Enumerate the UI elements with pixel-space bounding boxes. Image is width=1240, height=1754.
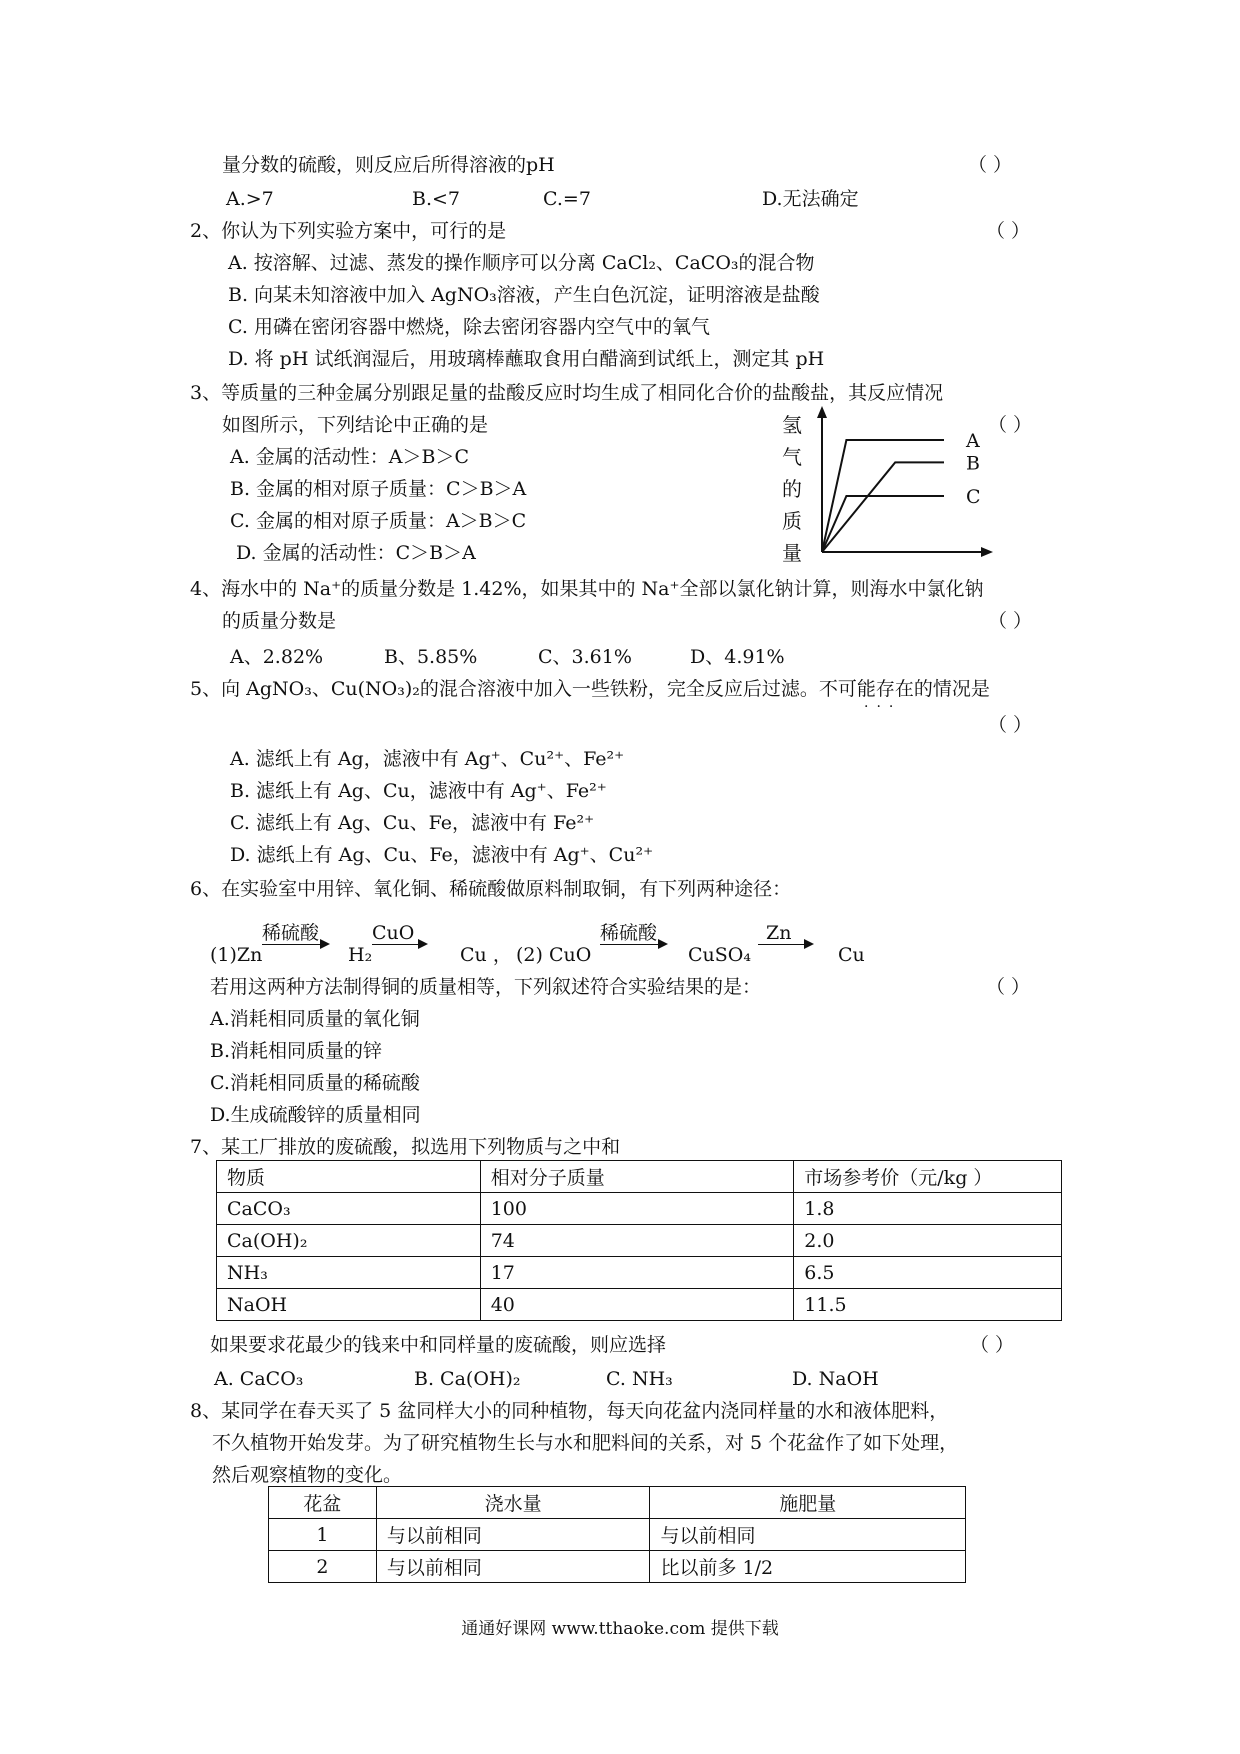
- q4-option-d: D、4.91%: [690, 646, 785, 668]
- table-header-cell: 花盆: [269, 1487, 377, 1519]
- q1-option-a: A.>7: [226, 188, 274, 210]
- q6-stem-line2: 若用这两种方法制得铜的质量相等，下列叙述符合实验结果的是：: [210, 976, 762, 998]
- q3-stem-line1: 3、等质量的三种金属分别跟足量的盐酸反应时均生成了相同化合价的盐酸盐，其反应情况: [190, 382, 944, 404]
- series-label-a: A: [966, 430, 980, 452]
- q3-hydrogen-chart: [800, 400, 1000, 570]
- reaction-arrow-icon: [758, 944, 812, 945]
- route-1-intermediate: H₂: [348, 944, 373, 966]
- table-row: [217, 1289, 1062, 1321]
- q3-ylabel-char-4: 质: [782, 509, 802, 533]
- table-cell: 与以前相同: [376, 1551, 650, 1583]
- table-row: [269, 1551, 966, 1583]
- q7-price-table: [216, 1160, 1062, 1321]
- table-header-cell: 市场参考价（元/kg ）: [794, 1161, 1062, 1193]
- q3-ylabel-char-2: 气: [782, 445, 802, 469]
- table-cell: 1.8: [794, 1193, 1062, 1225]
- table-cell: CaCO₃: [217, 1193, 481, 1225]
- footer-text: 通通好课网 www.tthaoke.com 提供下载: [461, 1619, 779, 1639]
- route-1-start: (1)Zn: [210, 944, 263, 966]
- table-cell: 2: [269, 1551, 377, 1583]
- table-cell: 与以前相同: [376, 1519, 650, 1551]
- q6-answer-bracket: （ ）: [986, 976, 1031, 998]
- reaction-arrow-icon: [372, 944, 426, 945]
- q2-option-c: C. 用磷在密闭容器中燃烧，除去密闭容器内空气中的氧气: [228, 316, 710, 338]
- q7-option-a: A. CaCO₃: [214, 1368, 304, 1390]
- q7-option-d: D. NaOH: [792, 1368, 879, 1390]
- q5-option-b: B. 滤纸上有 Ag、Cu，滤液中有 Ag⁺、Fe²⁺: [230, 780, 607, 802]
- q3-answer-bracket: （ ）: [988, 414, 1033, 436]
- table-cell: 17: [480, 1257, 794, 1289]
- table-header-cell: 浇水量: [376, 1487, 650, 1519]
- q2-stem: 2、你认为下列实验方案中，可行的是: [190, 220, 507, 242]
- route-1-product: Cu ，: [460, 944, 512, 966]
- table-header-cell: 相对分子质量: [480, 1161, 794, 1193]
- reaction-arrow-icon: [262, 944, 328, 945]
- q5-answer-bracket: （ ）: [988, 714, 1033, 736]
- route-2-start: (2) CuO: [516, 944, 592, 966]
- q3-option-b: B. 金属的相对原子质量：C＞B＞A: [230, 478, 527, 500]
- route-1-reagent-1: 稀硫酸: [262, 922, 320, 944]
- table-row: [217, 1257, 1062, 1289]
- q4-stem-line2: 的质量分数是: [222, 610, 337, 632]
- q3-ylabel-char-1: 氢: [782, 413, 802, 437]
- series-line-b: [822, 462, 944, 552]
- table-cell: 6.5: [794, 1257, 1062, 1289]
- route-2-reagent-1: 稀硫酸: [600, 922, 658, 944]
- table-cell: 40: [480, 1289, 794, 1321]
- q6-option-a: A.消耗相同质量的氧化铜: [210, 1008, 420, 1030]
- route-2-reagent-2: Zn: [766, 922, 792, 944]
- q3-ylabel-char-3: 的: [782, 477, 802, 501]
- q3-option-a: A. 金属的活动性：A＞B＞C: [230, 446, 470, 468]
- q5-option-a: A. 滤纸上有 Ag，滤液中有 Ag⁺、Cu²⁺、Fe²⁺: [230, 748, 625, 770]
- table-cell: Ca(OH)₂: [217, 1225, 481, 1257]
- q8-stem-line2: 不久植物开始发芽。为了研究植物生长与水和肥料间的关系，对 5 个花盆作了如下处理，: [212, 1432, 959, 1454]
- table-header-row: [217, 1161, 1062, 1193]
- table-header-cell: 施肥量: [650, 1487, 966, 1519]
- table-row: [217, 1193, 1062, 1225]
- q4-option-b: B、5.85%: [384, 646, 478, 668]
- q3-option-c: C. 金属的相对原子质量：A＞B＞C: [230, 510, 527, 532]
- table-cell: 比以前多 1/2: [650, 1551, 966, 1583]
- q6-option-c: C.消耗相同质量的稀硫酸: [210, 1072, 420, 1094]
- q6-option-d: D.生成硫酸锌的质量相同: [210, 1104, 421, 1126]
- table-cell: NaOH: [217, 1289, 481, 1321]
- q7-stem: 7、某工厂排放的废硫酸，拟选用下列物质与之中和: [190, 1136, 621, 1158]
- table-cell: 74: [480, 1225, 794, 1257]
- q3-option-d: D. 金属的活动性：C＞B＞A: [236, 542, 476, 564]
- q7-option-c: C. NH₃: [606, 1368, 673, 1390]
- reaction-arrow-icon: [600, 944, 666, 945]
- q3-ylabel-char-5: 量: [782, 541, 802, 565]
- q2-answer-bracket: （ ）: [986, 220, 1031, 242]
- q8-stem-line1: 8、某同学在春天买了 5 盆同样大小的同种植物，每天向花盆内浇同样量的水和液体肥料，: [190, 1400, 949, 1422]
- q1-option-c: C.=7: [543, 188, 591, 210]
- table-cell: 100: [480, 1193, 794, 1225]
- q7-stem-line2: 如果要求花最少的钱来中和同样量的废硫酸，则应选择: [210, 1334, 667, 1356]
- series-label-b: B: [966, 452, 980, 475]
- table-header-cell: 物质: [217, 1161, 481, 1193]
- q5-option-c: C. 滤纸上有 Ag、Cu、Fe，滤液中有 Fe²⁺: [230, 812, 595, 834]
- q2-option-d: D. 将 pH 试纸润湿后，用玻璃棒蘸取食用白醋滴到试纸上，测定其 pH: [228, 348, 825, 370]
- table-row: [269, 1519, 966, 1551]
- route-2-product: Cu: [838, 944, 865, 966]
- q1-option-d: D.无法确定: [762, 188, 859, 210]
- table-cell: 1: [269, 1519, 377, 1551]
- q7-answer-bracket: （ ）: [970, 1334, 1015, 1356]
- q1-answer-bracket: （ ）: [968, 154, 1013, 176]
- table-row: [217, 1225, 1062, 1257]
- series-line-c: [822, 496, 944, 552]
- q8-plant-table: [268, 1486, 966, 1583]
- q4-answer-bracket: （ ）: [988, 610, 1033, 632]
- x-axis-arrow-icon: [981, 547, 993, 557]
- emphasis-dots: ···: [864, 699, 902, 715]
- q8-stem-line3: 然后观察植物的变化。: [212, 1464, 403, 1486]
- q6-stem: 6、在实验室中用锌、氧化铜、稀硫酸做原料制取铜，有下列两种途径：: [190, 878, 792, 900]
- table-cell: NH₃: [217, 1257, 481, 1289]
- q6-option-b: B.消耗相同质量的锌: [210, 1040, 383, 1062]
- q5-stem: 5、向 AgNO₃、Cu(NO₃)₂的混合溶液中加入一些铁粉，完全反应后过滤。不可能存在的情况是: [190, 678, 990, 700]
- table-cell: 2.0: [794, 1225, 1062, 1257]
- q7-option-b: B. Ca(OH)₂: [414, 1368, 521, 1390]
- q5-option-d: D. 滤纸上有 Ag、Cu、Fe，滤液中有 Ag⁺、Cu²⁺: [230, 844, 654, 866]
- route-1-reagent-2: CuO: [372, 922, 415, 944]
- table-cell: 与以前相同: [650, 1519, 966, 1551]
- route-2-intermediate: CuSO₄: [688, 944, 751, 966]
- table-cell: 11.5: [794, 1289, 1062, 1321]
- q1-stem: 量分数的硫酸，则反应后所得溶液的pH: [222, 154, 555, 176]
- q4-option-a: A、2.82%: [230, 646, 324, 668]
- table-header-row: [269, 1487, 966, 1519]
- series-label-c: C: [966, 486, 981, 508]
- y-axis-arrow-icon: [817, 406, 827, 418]
- q2-option-b: B. 向某未知溶液中加入 AgNO₃溶液，产生白色沉淀，证明溶液是盐酸: [228, 284, 820, 306]
- q4-option-c: C、3.61%: [538, 646, 632, 668]
- q1-option-b: B.<7: [412, 188, 461, 210]
- q3-stem-line2: 如图所示，下列结论中正确的是: [222, 414, 489, 436]
- q2-option-a: A. 按溶解、过滤、蒸发的操作顺序可以分离 CaCl₂、CaCO₃的混合物: [228, 252, 815, 274]
- q4-stem-line1: 4、海水中的 Na⁺的质量分数是 1.42%，如果其中的 Na⁺全部以氯化钠计算，则海水中氯化钠: [190, 578, 984, 600]
